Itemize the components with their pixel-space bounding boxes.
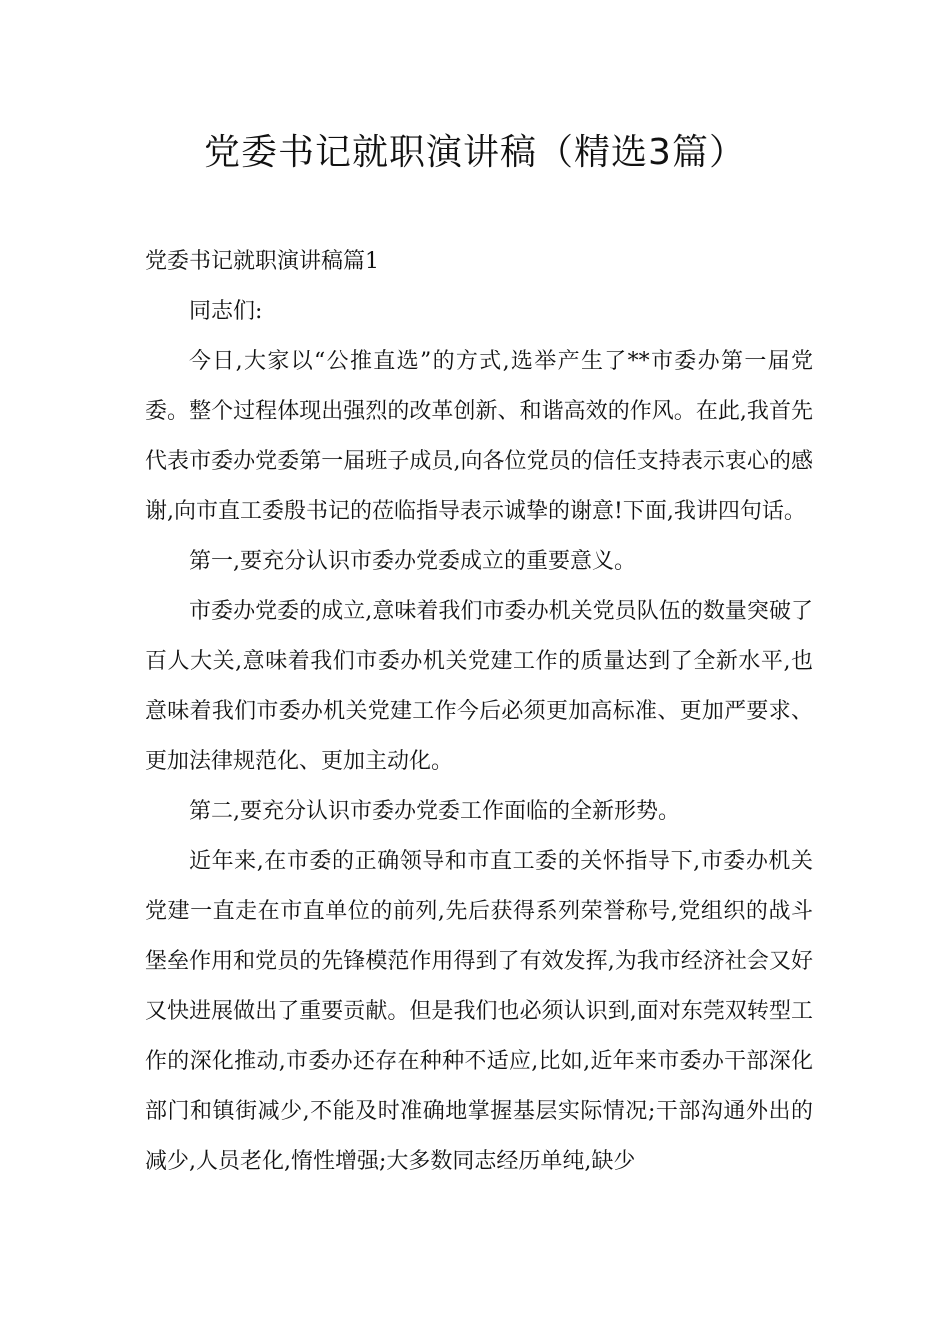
paragraph-salutation: 同志们: bbox=[189, 299, 263, 324]
document-body bbox=[145, 237, 813, 1187]
paragraph: 近年来,在市委的正确领导和市直工委的关怀指导下,市委办机关党建一直走在市直单位的前列,先后获得系列荣誉称号,党组织的战斗堡垒作用和党员的先锋模范作用得到了有效发挥,为我市经济社会又好又快进展做出了重要贡献。但是我们也必须认识到,面对东莞双转型工作的深化推动,市委办还存在种种不适应,比如,近年来市委办干部深化部门和镇街减少,不能及时准确地掌握基层实际情况;干部沟通外出的减少,人员老化,惰性增强;大多数同志经历单纯,缺少 bbox=[145, 849, 813, 1174]
paragraph-point-one: 第一,要充分认识市委办党委成立的重要意义。 bbox=[189, 549, 636, 574]
paragraph-point-two: 第二,要充分认识市委办党委工作面临的全新形势。 bbox=[189, 799, 680, 824]
section-heading: 党委书记就职演讲稿篇1 bbox=[145, 249, 379, 274]
paragraph: 市委办党委的成立,意味着我们市委办机关党员队伍的数量突破了百人大关,意味着我们市委办机关党建工作的质量达到了全新水平,也意味着我们市委办机关党建工作今后必须更加高标准、更加严要求、更加法律规范化、更加主动化。 bbox=[145, 599, 813, 774]
document-title: 党委书记就职演讲稿（精选3篇） bbox=[204, 132, 746, 173]
paragraph: 今日,大家以“公推直选”的方式,选举产生了**市委办第一届党委。整个过程体现出强烈的改革创新、和谐高效的作风。在此,我首先代表市委办党委第一届班子成员,向各位党员的信任支持表示衷心的感谢,向市直工委殷书记的莅临指导表示诚挚的谢意!下面,我讲四句话。 bbox=[145, 349, 813, 524]
